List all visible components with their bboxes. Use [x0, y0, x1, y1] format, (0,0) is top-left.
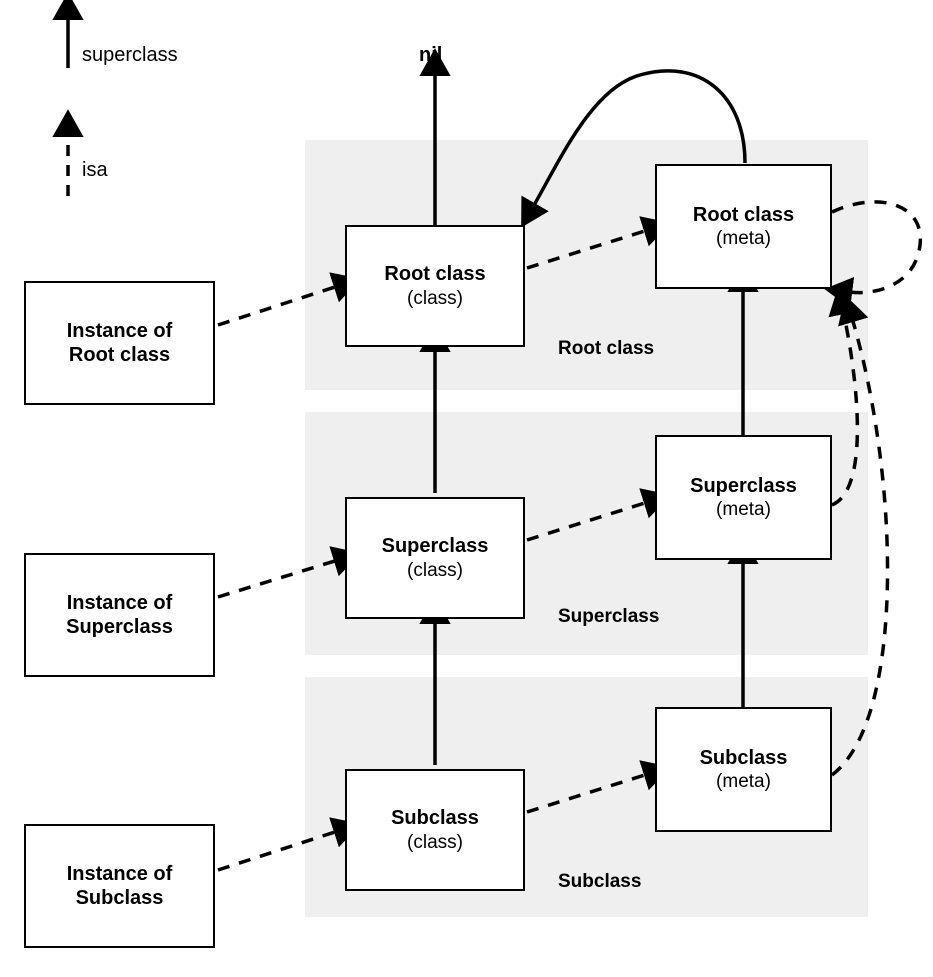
band-label-root-class: Root class — [558, 338, 655, 359]
node-line-1: Root class — [692, 203, 795, 226]
node-line-2: (meta) — [716, 499, 771, 521]
legend-label-superclass: superclass — [82, 44, 178, 66]
node-line-1: Superclass — [690, 474, 797, 497]
node-line-1: Instance of — [66, 862, 173, 885]
node-line-2: (meta) — [716, 771, 771, 793]
node-line-2: (class) — [407, 287, 463, 309]
band-label-subclass: Subclass — [558, 871, 642, 892]
node-subclass-class[interactable] — [345, 769, 525, 891]
node-line-2: (class) — [407, 559, 463, 581]
node-line-2: (meta) — [716, 228, 771, 250]
node-instance-of-superclass[interactable] — [24, 553, 215, 677]
node-line-1: Instance of — [66, 591, 173, 614]
band-label-superclass: Superclass — [558, 606, 660, 627]
node-line-1: Instance of — [66, 319, 173, 342]
legend-label-isa: isa — [82, 159, 108, 181]
nil-label: nil — [419, 44, 443, 66]
node-line-1: Root class — [384, 263, 486, 286]
node-line-2: (class) — [407, 831, 463, 853]
node-line-1: Subclass — [699, 746, 788, 769]
node-subclass-meta[interactable] — [655, 707, 832, 832]
node-line-1: Subclass — [391, 807, 479, 830]
node-instance-of-subclass[interactable] — [24, 824, 215, 948]
node-instance-of-root-class[interactable] — [24, 281, 215, 405]
node-superclass-class[interactable] — [345, 497, 525, 619]
node-line-2: Subclass — [75, 887, 164, 909]
node-root-class-meta[interactable] — [655, 164, 832, 289]
node-line-2: Superclass — [66, 616, 173, 638]
node-superclass-meta[interactable] — [655, 435, 832, 560]
node-root-class-class[interactable] — [345, 225, 525, 347]
node-line-1: Superclass — [381, 535, 489, 558]
node-line-2: Root class — [68, 344, 171, 366]
